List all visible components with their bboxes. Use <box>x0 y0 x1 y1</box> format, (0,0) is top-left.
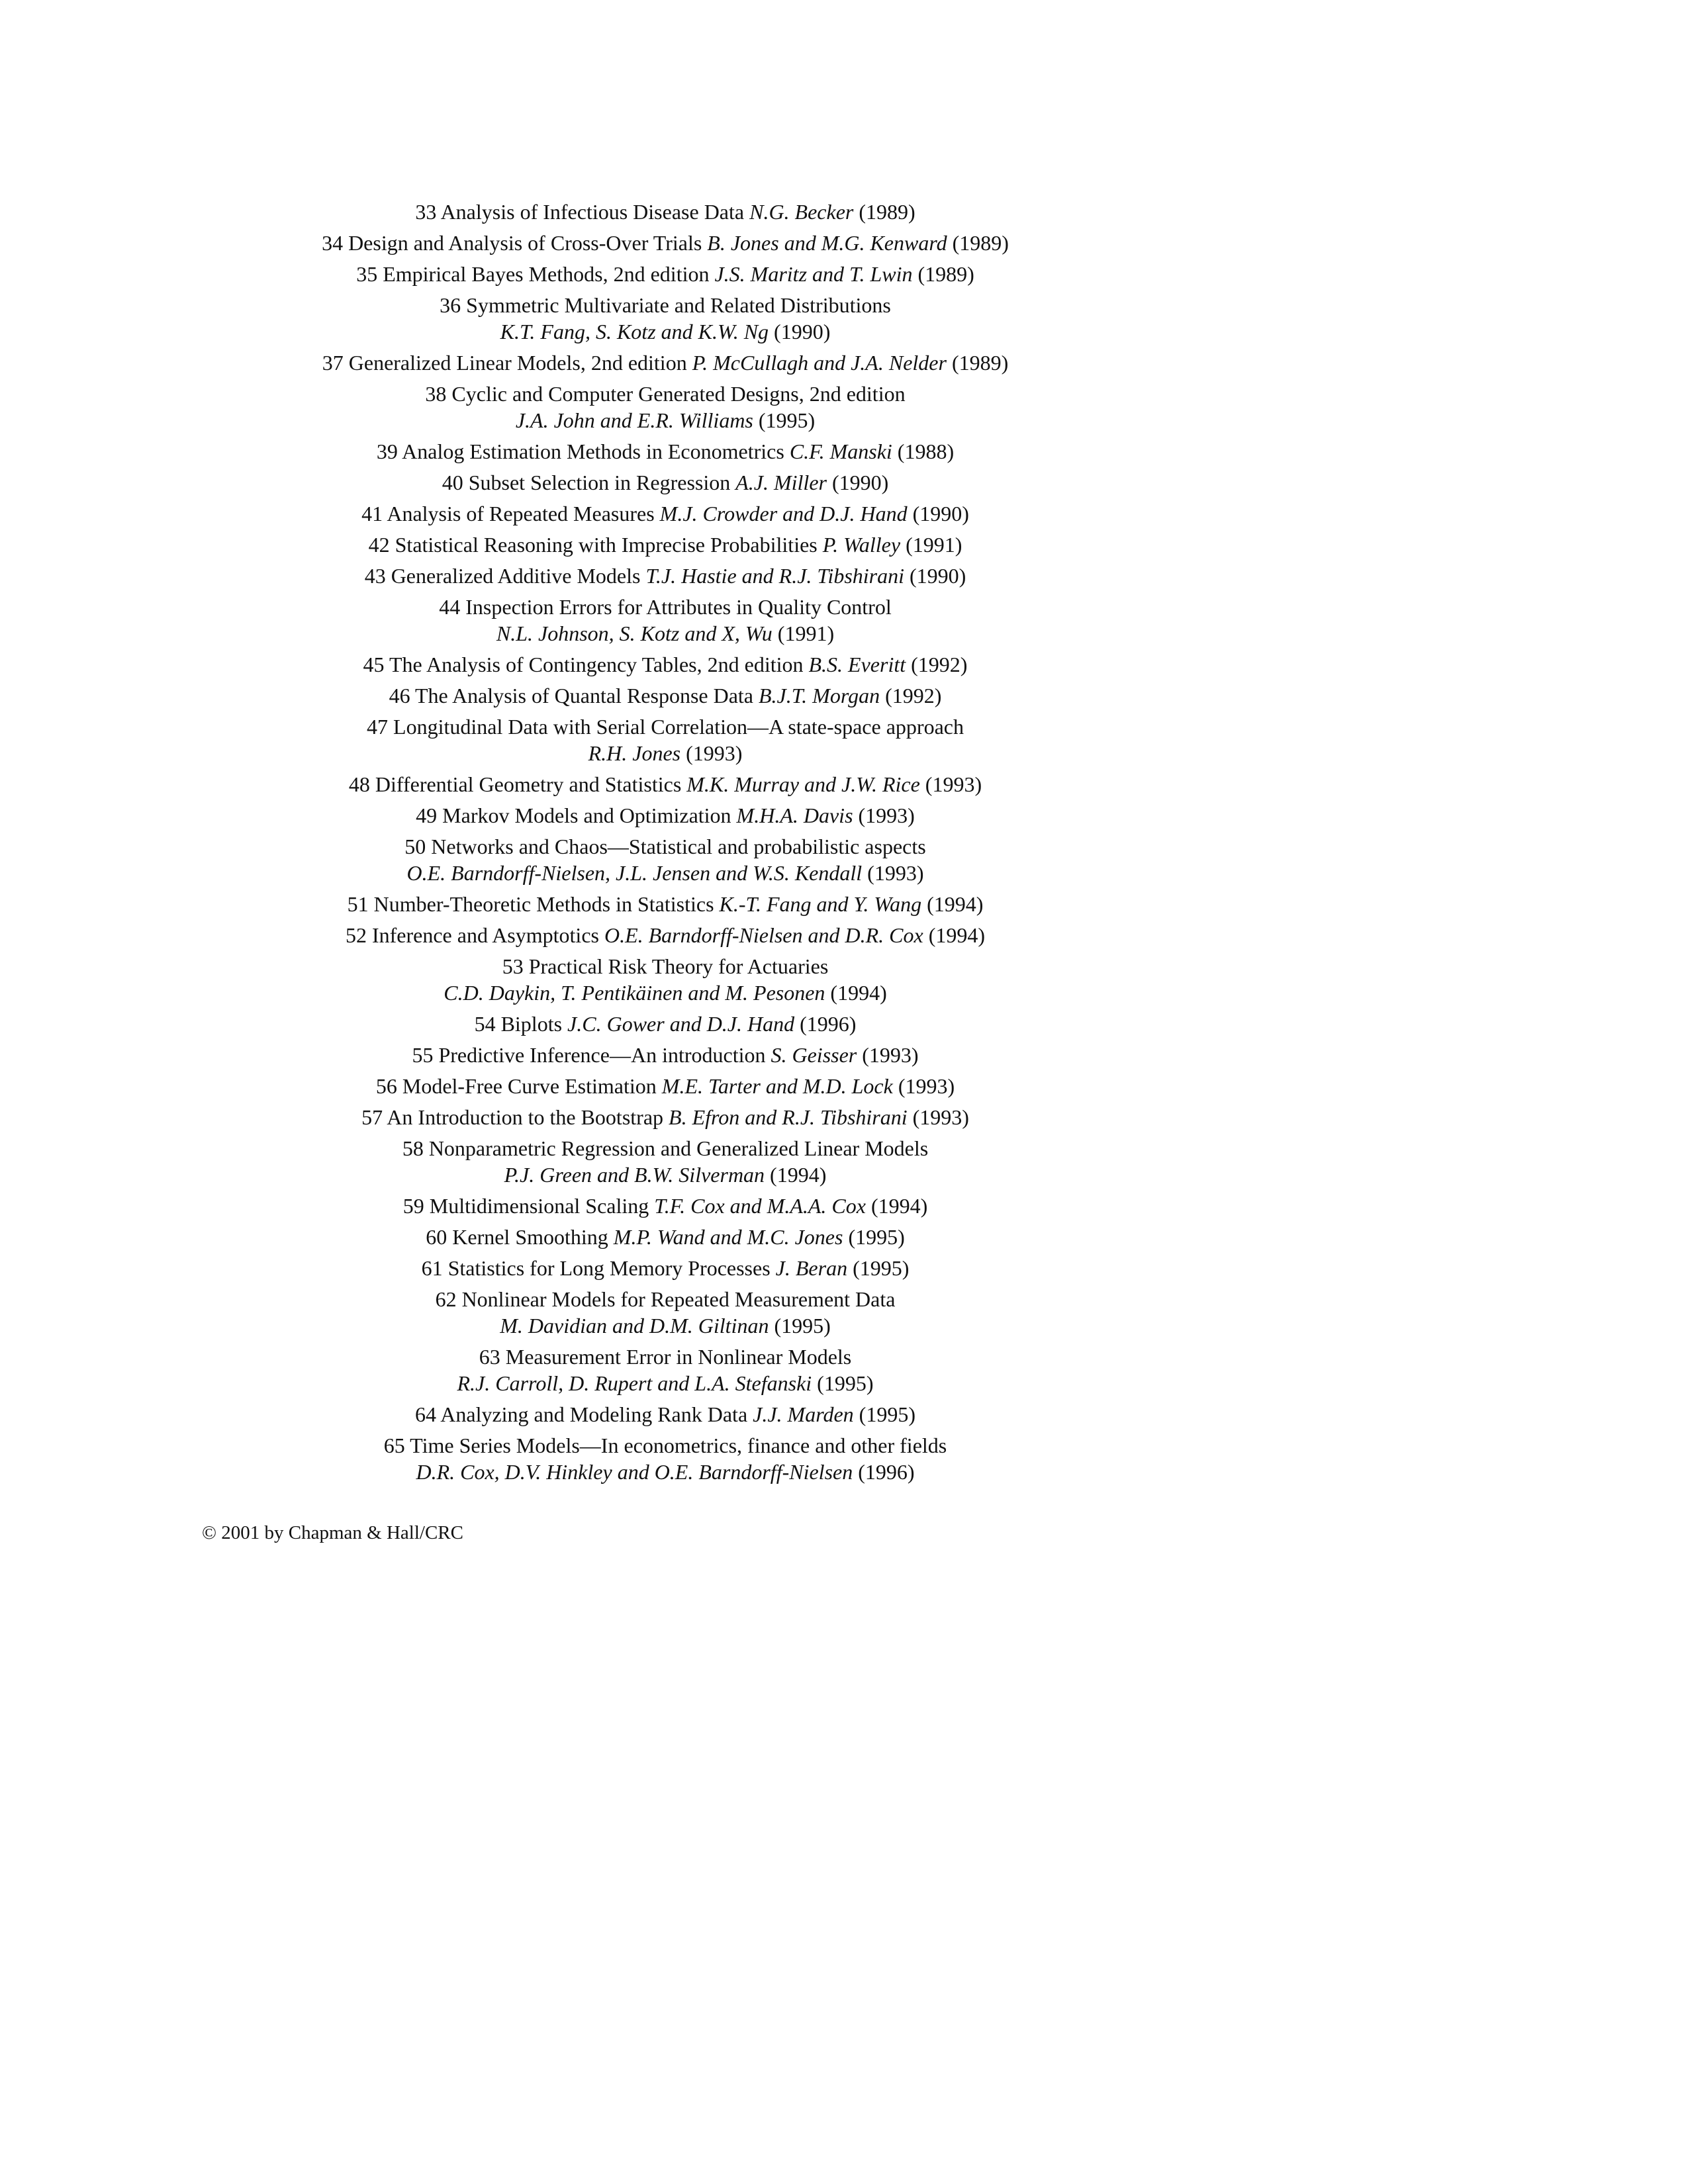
entry-year: (1995) <box>758 408 816 432</box>
entry-title-line <box>268 1042 1062 1068</box>
entry-number: 36 <box>440 293 461 317</box>
entry-year: (1989) <box>951 351 1009 375</box>
entry-title: Subset Selection in Regression <box>468 471 731 494</box>
entry-authors: N.L. Johnson, S. Kotz and X, Wu <box>496 621 773 645</box>
entry-year: (1993) <box>862 1043 919 1067</box>
series-entry <box>268 594 1062 647</box>
entry-title: Analysis of Repeated Measures <box>387 502 655 525</box>
entry-title-line <box>268 922 1062 948</box>
entry-year: (1990) <box>910 564 966 588</box>
entry-year: (1993) <box>925 772 982 796</box>
entry-author-line <box>268 1459 1062 1485</box>
entry-author-line <box>268 407 1062 433</box>
entry-year: (1989) <box>859 200 915 224</box>
entry-authors: J.J. Marden <box>753 1402 854 1426</box>
entry-authors: N.G. Becker <box>749 200 854 224</box>
entry-authors: R.H. Jones <box>588 741 681 765</box>
entry-authors: J. Beran <box>775 1256 848 1280</box>
series-entry <box>268 1042 1062 1068</box>
series-entry <box>268 563 1062 589</box>
entry-year: (1993) <box>912 1105 969 1129</box>
entry-year: (1994) <box>928 923 986 947</box>
entry-year: (1990) <box>831 471 889 494</box>
entry-authors: M. Davidian and D.M. Giltinan <box>500 1314 769 1338</box>
series-entry <box>268 1073 1062 1099</box>
entry-year: (1995) <box>848 1225 905 1249</box>
entry-title: Number-Theoretic Methods in Statistics <box>373 892 714 916</box>
entry-title: Nonparametric Regression and Generalized Linear Models <box>428 1136 929 1160</box>
entry-title: Inference and Asymptotics <box>371 923 599 947</box>
series-entry <box>268 802 1062 829</box>
series-entry <box>268 261 1062 287</box>
entry-year: (1993) <box>898 1074 955 1098</box>
entry-authors: M.E. Tarter and M.D. Lock <box>661 1074 893 1098</box>
entry-year: (1992) <box>885 684 942 707</box>
entry-number: 61 <box>421 1256 443 1280</box>
entry-number: 59 <box>402 1194 424 1218</box>
entry-year: (1993) <box>867 861 924 885</box>
series-entry <box>268 833 1062 886</box>
series-entry <box>268 381 1062 433</box>
entry-year: (1994) <box>870 1194 928 1218</box>
series-entry <box>268 1401 1062 1428</box>
entry-title-line <box>268 469 1062 496</box>
entry-number: 65 <box>383 1433 405 1457</box>
entry-authors: P.J. Green and B.W. Silverman <box>504 1163 765 1187</box>
series-entry <box>268 953 1062 1006</box>
entry-authors: S. Geisser <box>771 1043 857 1067</box>
entry-number: 35 <box>356 262 378 286</box>
entry-year: (1994) <box>830 981 887 1005</box>
entry-title: Analog Estimation Methods in Econometrics <box>402 439 784 463</box>
entry-title-line <box>268 1104 1062 1130</box>
entry-author-line <box>268 860 1062 886</box>
entry-title-line <box>268 230 1062 256</box>
entry-number: 50 <box>404 835 426 858</box>
entry-title-line <box>268 891 1062 917</box>
entry-authors: D.R. Cox, D.V. Hinkley and O.E. Barndorff-Nielsen <box>416 1460 853 1484</box>
entry-year: (1995) <box>774 1314 831 1338</box>
series-entry <box>268 682 1062 709</box>
entry-authors: J.A. John and E.R. Williams <box>515 408 753 432</box>
entry-title: Multidimensional Scaling <box>429 1194 649 1218</box>
entry-authors: M.K. Murray and J.W. Rice <box>686 772 920 796</box>
entry-number: 51 <box>347 892 369 916</box>
entry-year: (1996) <box>800 1012 857 1036</box>
entry-title-line <box>268 1343 1062 1370</box>
series-entry <box>268 1286 1062 1339</box>
entry-number: 45 <box>363 653 385 676</box>
entry-number: 60 <box>426 1225 447 1249</box>
entry-number: 63 <box>479 1345 500 1369</box>
entry-title-line <box>268 1073 1062 1099</box>
entry-number: 43 <box>364 564 386 588</box>
series-entry <box>268 1135 1062 1188</box>
entry-title: Biplots <box>500 1012 563 1036</box>
entry-authors: J.S. Maritz and T. Lwin <box>714 262 913 286</box>
entry-title-line <box>268 1224 1062 1250</box>
entry-year: (1995) <box>859 1402 915 1426</box>
series-entry <box>268 771 1062 797</box>
entry-authors: O.E. Barndorff-Nielsen, J.L. Jensen and W.S. Kendall <box>406 861 863 885</box>
series-entry <box>268 500 1062 527</box>
entry-authors: C.F. Manski <box>789 439 892 463</box>
entry-title: Analyzing and Modeling Rank Data <box>440 1402 748 1426</box>
entry-authors: J.C. Gower and D.J. Hand <box>567 1012 795 1036</box>
entry-authors: P. McCullagh and J.A. Nelder <box>692 351 947 375</box>
series-entry <box>268 1224 1062 1250</box>
entry-title-line <box>268 531 1062 558</box>
entry-authors: B. Jones and M.G. Kenward <box>707 231 947 255</box>
entry-title-line <box>268 1401 1062 1428</box>
entry-title: Measurement Error in Nonlinear Models <box>505 1345 852 1369</box>
entry-title-line <box>268 802 1062 829</box>
series-entry <box>268 438 1062 465</box>
entry-title: Kernel Smoothing <box>452 1225 608 1249</box>
entry-title-line <box>268 1255 1062 1281</box>
entry-number: 40 <box>442 471 463 494</box>
entry-title: Statistical Reasoning with Imprecise Probabilities <box>395 533 818 557</box>
entry-year: (1993) <box>686 741 743 765</box>
entry-authors: B.J.T. Morgan <box>759 684 880 707</box>
entry-year: (1995) <box>853 1256 910 1280</box>
entry-title-line <box>268 594 1062 620</box>
entry-number: 33 <box>415 200 437 224</box>
entry-title-line <box>268 438 1062 465</box>
entry-title: Markov Models and Optimization <box>442 803 731 827</box>
entry-number: 34 <box>322 231 344 255</box>
entry-title-line <box>268 349 1062 376</box>
entry-number: 41 <box>361 502 383 525</box>
entry-year: (1991) <box>906 533 962 557</box>
series-list <box>268 199 1062 1490</box>
entry-authors: M.J. Crowder and D.J. Hand <box>659 502 908 525</box>
entry-authors: B. Efron and R.J. Tibshirani <box>669 1105 908 1129</box>
entry-authors: T.F. Cox and M.A.A. Cox <box>654 1194 866 1218</box>
entry-year: (1992) <box>911 653 968 676</box>
entry-title-line <box>268 1193 1062 1219</box>
entry-title-line <box>268 1011 1062 1037</box>
entry-title: An Introduction to the Bootstrap <box>387 1105 664 1129</box>
entry-title-line <box>268 682 1062 709</box>
entry-authors: M.P. Wand and M.C. Jones <box>613 1225 843 1249</box>
entry-authors: C.D. Daykin, T. Pentikäinen and M. Pesonen <box>444 981 825 1005</box>
entry-year: (1991) <box>777 621 835 645</box>
series-entry <box>268 230 1062 256</box>
entry-number: 48 <box>348 772 370 796</box>
series-entry <box>268 199 1062 225</box>
entry-number: 44 <box>439 595 461 619</box>
entry-title-line <box>268 292 1062 318</box>
entry-year: (1996) <box>858 1460 915 1484</box>
entry-number: 58 <box>402 1136 424 1160</box>
entry-title: Cyclic and Computer Generated Designs, 2nd edition <box>451 382 906 406</box>
entry-number: 42 <box>368 533 390 557</box>
entry-number: 62 <box>435 1287 457 1311</box>
entry-authors: P. Walley <box>822 533 901 557</box>
entry-number: 47 <box>367 715 389 739</box>
entry-year: (1990) <box>774 320 831 343</box>
entry-author-line <box>268 620 1062 647</box>
entry-year: (1989) <box>952 231 1009 255</box>
series-entry <box>268 651 1062 678</box>
entry-title: Nonlinear Models for Repeated Measurement Data <box>461 1287 896 1311</box>
entry-title: Generalized Linear Models, 2nd edition <box>348 351 687 375</box>
entry-authors: A.J. Miller <box>735 471 827 494</box>
entry-author-line <box>268 318 1062 345</box>
entry-authors: R.J. Carroll, D. Rupert and L.A. Stefanski <box>457 1371 812 1395</box>
entry-title-line <box>268 953 1062 979</box>
entry-title-line <box>268 1135 1062 1161</box>
entry-number: 52 <box>345 923 367 947</box>
entry-title: The Analysis of Contingency Tables, 2nd edition <box>389 653 804 676</box>
entry-author-line <box>268 1370 1062 1396</box>
entry-number: 55 <box>412 1043 434 1067</box>
series-entry <box>268 1193 1062 1219</box>
entry-authors: O.E. Barndorff-Nielsen and D.R. Cox <box>604 923 923 947</box>
entry-number: 53 <box>502 954 524 978</box>
series-entry <box>268 292 1062 345</box>
series-entry <box>268 469 1062 496</box>
series-entry <box>268 922 1062 948</box>
entry-title-line <box>268 713 1062 740</box>
entry-authors: T.J. Hastie and R.J. Tibshirani <box>645 564 904 588</box>
entry-authors: K.T. Fang, S. Kotz and K.W. Ng <box>500 320 769 343</box>
entry-year: (1995) <box>817 1371 874 1395</box>
entry-author-line <box>268 979 1062 1006</box>
entry-title-line <box>268 199 1062 225</box>
entry-year: (1989) <box>917 262 974 286</box>
series-entry <box>268 713 1062 766</box>
entry-number: 46 <box>389 684 410 707</box>
entry-title: The Analysis of Quantal Response Data <box>415 684 753 707</box>
series-entry <box>268 1255 1062 1281</box>
entry-year: (1988) <box>897 439 955 463</box>
entry-title: Longitudinal Data with Serial Correlation—A state-space approach <box>393 715 964 739</box>
entry-number: 39 <box>376 439 398 463</box>
entry-author-line <box>268 1161 1062 1188</box>
series-entry <box>268 1011 1062 1037</box>
copyright-notice: © 2001 by Chapman & Hall/CRC <box>202 1522 463 1543</box>
entry-title-line <box>268 500 1062 527</box>
entry-title: Predictive Inference—An introduction <box>438 1043 766 1067</box>
entry-title: Analysis of Infectious Disease Data <box>440 200 745 224</box>
entry-title-line <box>268 771 1062 797</box>
entry-title-line <box>268 651 1062 678</box>
entry-title-line <box>268 381 1062 407</box>
series-entry <box>268 1343 1062 1396</box>
series-entry <box>268 1432 1062 1485</box>
entry-title-line <box>268 833 1062 860</box>
entry-title-line <box>268 1432 1062 1459</box>
entry-title-line <box>268 261 1062 287</box>
entry-number: 49 <box>416 803 438 827</box>
entry-authors: B.S. Everitt <box>808 653 906 676</box>
entry-title: Generalized Additive Models <box>391 564 641 588</box>
entry-title: Symmetric Multivariate and Related Distributions <box>466 293 891 317</box>
entry-number: 64 <box>415 1402 437 1426</box>
entry-title: Practical Risk Theory for Actuaries <box>528 954 829 978</box>
series-entry <box>268 891 1062 917</box>
entry-number: 56 <box>375 1074 397 1098</box>
entry-title: Time Series Models—In econometrics, finance and other fields <box>410 1433 947 1457</box>
entry-title: Statistics for Long Memory Processes <box>447 1256 771 1280</box>
entry-number: 38 <box>425 382 447 406</box>
entry-title-line <box>268 563 1062 589</box>
entry-number: 54 <box>474 1012 496 1036</box>
entry-title: Empirical Bayes Methods, 2nd edition <box>383 262 710 286</box>
entry-authors: M.H.A. Davis <box>736 803 853 827</box>
entry-number: 57 <box>361 1105 383 1129</box>
entry-year: (1994) <box>770 1163 827 1187</box>
entry-number: 37 <box>322 351 344 375</box>
entry-author-line <box>268 1312 1062 1339</box>
series-entry <box>268 531 1062 558</box>
series-entry <box>268 1104 1062 1130</box>
series-entry <box>268 349 1062 376</box>
entry-title: Model-Free Curve Estimation <box>402 1074 657 1098</box>
entry-title-line <box>268 1286 1062 1312</box>
entry-title: Differential Geometry and Statistics <box>375 772 682 796</box>
entry-title: Networks and Chaos—Statistical and probabilistic aspects <box>431 835 926 858</box>
entry-author-line <box>268 740 1062 766</box>
entry-title: Inspection Errors for Attributes in Quality Control <box>465 595 892 619</box>
entry-year: (1993) <box>858 803 915 827</box>
entry-year: (1994) <box>927 892 984 916</box>
entry-title: Design and Analysis of Cross-Over Trials <box>348 231 702 255</box>
entry-authors: K.-T. Fang and Y. Wang <box>719 892 922 916</box>
entry-year: (1990) <box>912 502 969 525</box>
